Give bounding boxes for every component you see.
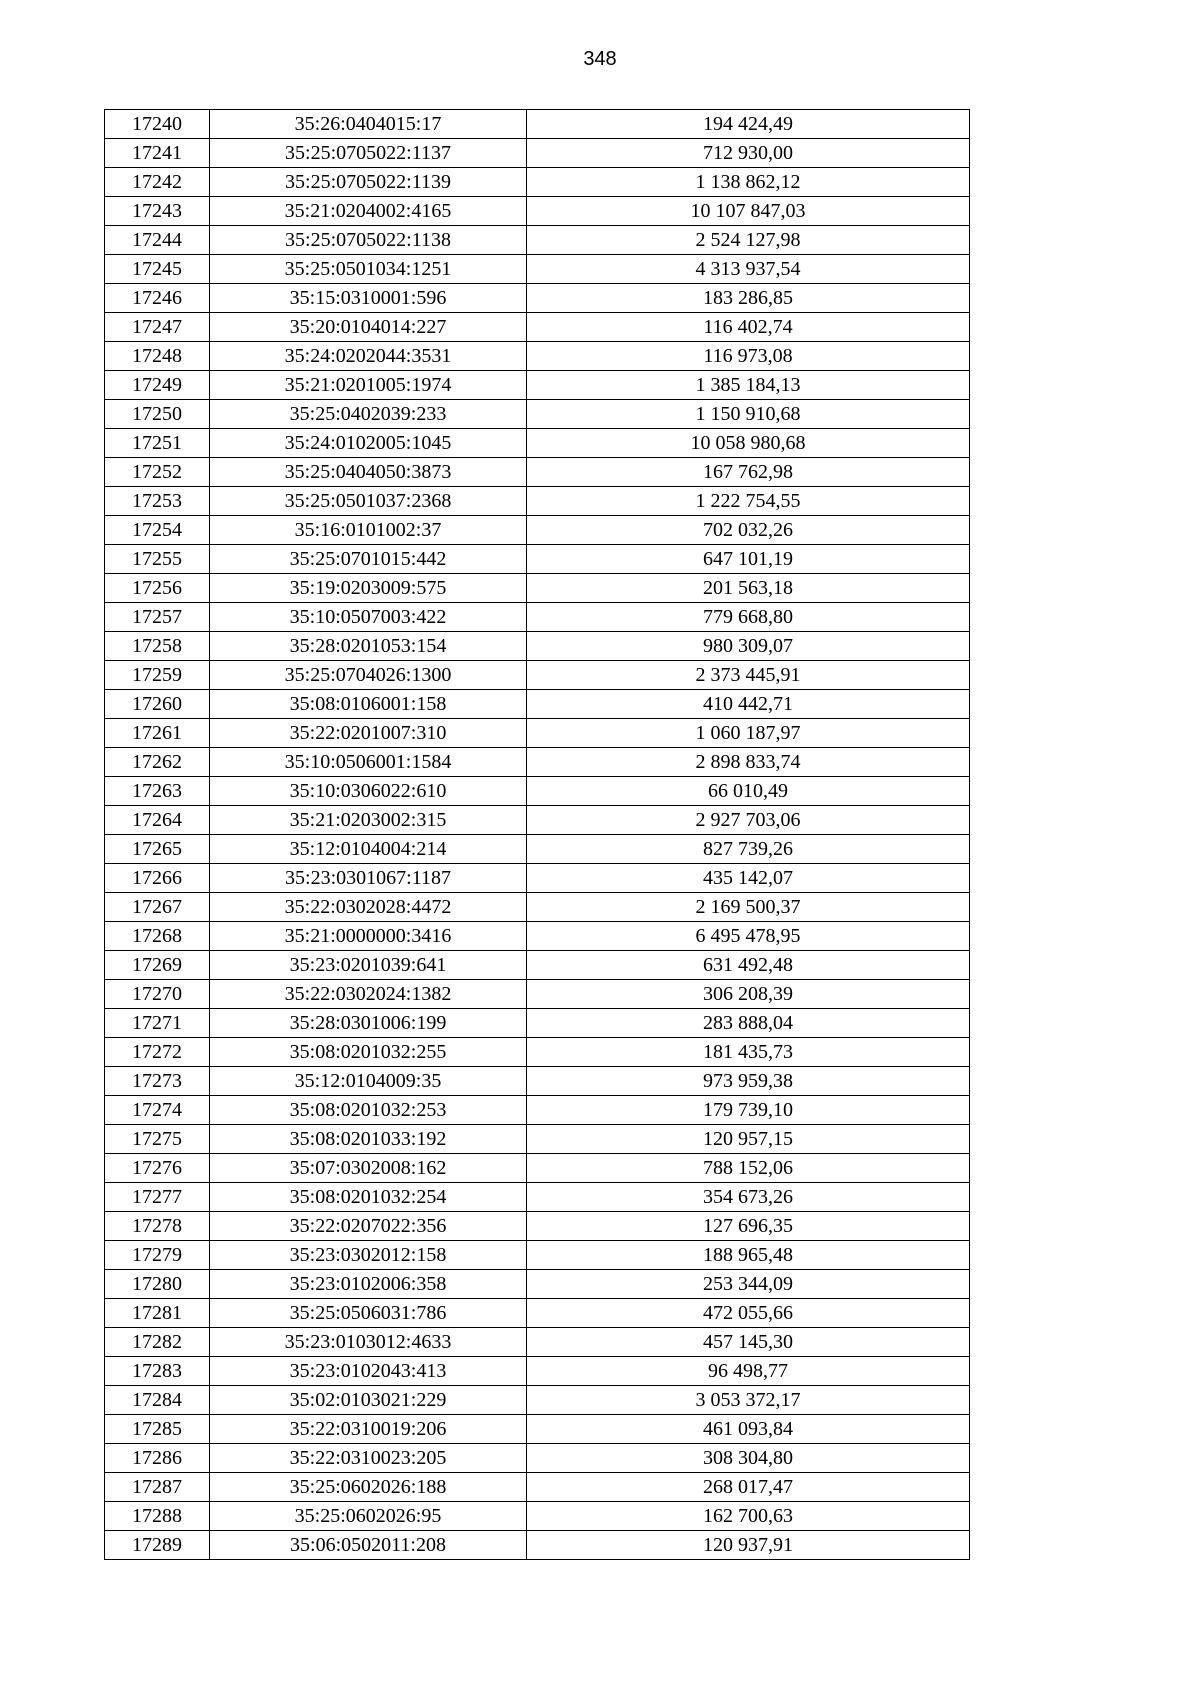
row-number-cell: 17255 (105, 545, 210, 574)
cadastral-number-cell: 35:02:0103021:229 (210, 1386, 527, 1415)
value-cell: 162 700,63 (527, 1502, 970, 1531)
row-number-cell: 17272 (105, 1038, 210, 1067)
cadastral-number-cell: 35:23:0103012:4633 (210, 1328, 527, 1357)
table-row (105, 197, 970, 226)
row-number-cell: 17247 (105, 313, 210, 342)
data-table (104, 109, 970, 1560)
table-row (105, 400, 970, 429)
table-row (105, 1328, 970, 1357)
table-row (105, 690, 970, 719)
page-number: 348 (583, 48, 617, 70)
value-cell: 2 898 833,74 (527, 748, 970, 777)
table-row (105, 661, 970, 690)
cadastral-number-cell: 35:16:0101002:37 (210, 516, 527, 545)
row-number-cell: 17282 (105, 1328, 210, 1357)
value-cell: 183 286,85 (527, 284, 970, 313)
cadastral-number-cell: 35:25:0402039:233 (210, 400, 527, 429)
table-row (105, 1183, 970, 1212)
row-number-cell: 17265 (105, 835, 210, 864)
row-number-cell: 17254 (105, 516, 210, 545)
row-number-cell: 17241 (105, 139, 210, 168)
cadastral-number-cell: 35:24:0202044:3531 (210, 342, 527, 371)
cadastral-number-cell: 35:06:0502011:208 (210, 1531, 527, 1560)
value-cell: 1 385 184,13 (527, 371, 970, 400)
row-number-cell: 17279 (105, 1241, 210, 1270)
cadastral-number-cell: 35:10:0306022:610 (210, 777, 527, 806)
cadastral-number-cell: 35:20:0104014:227 (210, 313, 527, 342)
cadastral-number-cell: 35:25:0501034:1251 (210, 255, 527, 284)
value-cell: 283 888,04 (527, 1009, 970, 1038)
table-row (105, 371, 970, 400)
cadastral-number-cell: 35:25:0705022:1139 (210, 168, 527, 197)
value-cell: 779 668,80 (527, 603, 970, 632)
row-number-cell: 17251 (105, 429, 210, 458)
row-number-cell: 17274 (105, 1096, 210, 1125)
row-number-cell: 17288 (105, 1502, 210, 1531)
value-cell: 457 145,30 (527, 1328, 970, 1357)
cadastral-number-cell: 35:23:0102043:413 (210, 1357, 527, 1386)
table-row (105, 1241, 970, 1270)
row-number-cell: 17284 (105, 1386, 210, 1415)
table-row (105, 1502, 970, 1531)
value-cell: 1 060 187,97 (527, 719, 970, 748)
cadastral-number-cell: 35:08:0201032:253 (210, 1096, 527, 1125)
cadastral-number-cell: 35:08:0201033:192 (210, 1125, 527, 1154)
cadastral-number-cell: 35:21:0201005:1974 (210, 371, 527, 400)
cadastral-number-cell: 35:25:0501037:2368 (210, 487, 527, 516)
table-row (105, 313, 970, 342)
row-number-cell: 17280 (105, 1270, 210, 1299)
row-number-cell: 17286 (105, 1444, 210, 1473)
table-row (105, 1270, 970, 1299)
cadastral-number-cell: 35:10:0506001:1584 (210, 748, 527, 777)
value-cell: 66 010,49 (527, 777, 970, 806)
cadastral-number-cell: 35:25:0704026:1300 (210, 661, 527, 690)
table-row (105, 284, 970, 313)
row-number-cell: 17244 (105, 226, 210, 255)
row-number-cell: 17289 (105, 1531, 210, 1560)
table-row (105, 1009, 970, 1038)
value-cell: 712 930,00 (527, 139, 970, 168)
row-number-cell: 17253 (105, 487, 210, 516)
cadastral-number-cell: 35:28:0301006:199 (210, 1009, 527, 1038)
row-number-cell: 17281 (105, 1299, 210, 1328)
row-number-cell: 17256 (105, 574, 210, 603)
cadastral-number-cell: 35:25:0701015:442 (210, 545, 527, 574)
table-row (105, 110, 970, 139)
row-number-cell: 17263 (105, 777, 210, 806)
value-cell: 973 959,38 (527, 1067, 970, 1096)
value-cell: 10 107 847,03 (527, 197, 970, 226)
cadastral-number-cell: 35:26:0404015:17 (210, 110, 527, 139)
cadastral-number-cell: 35:08:0201032:255 (210, 1038, 527, 1067)
row-number-cell: 17250 (105, 400, 210, 429)
cadastral-number-cell: 35:23:0201039:641 (210, 951, 527, 980)
row-number-cell: 17271 (105, 1009, 210, 1038)
value-cell: 2 373 445,91 (527, 661, 970, 690)
value-cell: 1 150 910,68 (527, 400, 970, 429)
value-cell: 127 696,35 (527, 1212, 970, 1241)
value-cell: 179 739,10 (527, 1096, 970, 1125)
cadastral-number-cell: 35:23:0301067:1187 (210, 864, 527, 893)
row-number-cell: 17283 (105, 1357, 210, 1386)
table-row (105, 1444, 970, 1473)
table-row (105, 922, 970, 951)
value-cell: 980 309,07 (527, 632, 970, 661)
value-cell: 188 965,48 (527, 1241, 970, 1270)
cadastral-number-cell: 35:28:0201053:154 (210, 632, 527, 661)
table-row (105, 1299, 970, 1328)
value-cell: 631 492,48 (527, 951, 970, 980)
value-cell: 827 739,26 (527, 835, 970, 864)
value-cell: 3 053 372,17 (527, 1386, 970, 1415)
cadastral-number-cell: 35:21:0203002:315 (210, 806, 527, 835)
row-number-cell: 17268 (105, 922, 210, 951)
value-cell: 702 032,26 (527, 516, 970, 545)
row-number-cell: 17270 (105, 980, 210, 1009)
cadastral-number-cell: 35:12:0104009:35 (210, 1067, 527, 1096)
row-number-cell: 17278 (105, 1212, 210, 1241)
value-cell: 96 498,77 (527, 1357, 970, 1386)
cadastral-number-cell: 35:07:0302008:162 (210, 1154, 527, 1183)
row-number-cell: 17266 (105, 864, 210, 893)
cadastral-number-cell: 35:25:0602026:188 (210, 1473, 527, 1502)
value-cell: 410 442,71 (527, 690, 970, 719)
value-cell: 167 762,98 (527, 458, 970, 487)
table-row (105, 777, 970, 806)
table-row (105, 1357, 970, 1386)
table-row (105, 951, 970, 980)
cadastral-number-cell: 35:22:0201007:310 (210, 719, 527, 748)
table-row (105, 806, 970, 835)
value-cell: 4 313 937,54 (527, 255, 970, 284)
table-row (105, 1125, 970, 1154)
cadastral-number-cell: 35:22:0310023:205 (210, 1444, 527, 1473)
value-cell: 308 304,80 (527, 1444, 970, 1473)
table-row (105, 864, 970, 893)
cadastral-number-cell: 35:21:0204002:4165 (210, 197, 527, 226)
value-cell: 1 138 862,12 (527, 168, 970, 197)
table-row (105, 632, 970, 661)
row-number-cell: 17258 (105, 632, 210, 661)
row-number-cell: 17267 (105, 893, 210, 922)
cadastral-number-cell: 35:10:0507003:422 (210, 603, 527, 632)
table-row (105, 487, 970, 516)
table-row (105, 1154, 970, 1183)
value-cell: 647 101,19 (527, 545, 970, 574)
value-cell: 2 169 500,37 (527, 893, 970, 922)
table-row (105, 226, 970, 255)
value-cell: 6 495 478,95 (527, 922, 970, 951)
row-number-cell: 17269 (105, 951, 210, 980)
cadastral-number-cell: 35:15:0310001:596 (210, 284, 527, 313)
table-row (105, 603, 970, 632)
value-cell: 116 973,08 (527, 342, 970, 371)
table-row (105, 1067, 970, 1096)
row-number-cell: 17248 (105, 342, 210, 371)
table-row (105, 574, 970, 603)
cadastral-number-cell: 35:08:0106001:158 (210, 690, 527, 719)
cadastral-number-cell: 35:23:0102006:358 (210, 1270, 527, 1299)
row-number-cell: 17242 (105, 168, 210, 197)
cadastral-number-cell: 35:25:0404050:3873 (210, 458, 527, 487)
value-cell: 120 937,91 (527, 1531, 970, 1560)
row-number-cell: 17259 (105, 661, 210, 690)
table-row (105, 139, 970, 168)
cadastral-number-cell: 35:24:0102005:1045 (210, 429, 527, 458)
table-row (105, 1531, 970, 1560)
table-row (105, 1096, 970, 1125)
value-cell: 194 424,49 (527, 110, 970, 139)
value-cell: 461 093,84 (527, 1415, 970, 1444)
table-row (105, 545, 970, 574)
table-row (105, 168, 970, 197)
value-cell: 120 957,15 (527, 1125, 970, 1154)
value-cell: 116 402,74 (527, 313, 970, 342)
table-row (105, 1386, 970, 1415)
value-cell: 435 142,07 (527, 864, 970, 893)
value-cell: 10 058 980,68 (527, 429, 970, 458)
row-number-cell: 17277 (105, 1183, 210, 1212)
cadastral-number-cell: 35:25:0705022:1137 (210, 139, 527, 168)
cadastral-number-cell: 35:22:0310019:206 (210, 1415, 527, 1444)
value-cell: 2 927 703,06 (527, 806, 970, 835)
table-row (105, 1473, 970, 1502)
table-row (105, 458, 970, 487)
row-number-cell: 17246 (105, 284, 210, 313)
value-cell: 201 563,18 (527, 574, 970, 603)
row-number-cell: 17273 (105, 1067, 210, 1096)
row-number-cell: 17287 (105, 1473, 210, 1502)
table-row (105, 835, 970, 864)
cadastral-number-cell: 35:25:0705022:1138 (210, 226, 527, 255)
table-body (105, 110, 970, 1560)
table-row (105, 429, 970, 458)
value-cell: 2 524 127,98 (527, 226, 970, 255)
cadastral-number-cell: 35:22:0302028:4472 (210, 893, 527, 922)
table-row (105, 980, 970, 1009)
value-cell: 181 435,73 (527, 1038, 970, 1067)
cadastral-number-cell: 35:25:0602026:95 (210, 1502, 527, 1531)
row-number-cell: 17243 (105, 197, 210, 226)
row-number-cell: 17260 (105, 690, 210, 719)
table-row (105, 1415, 970, 1444)
row-number-cell: 17261 (105, 719, 210, 748)
cadastral-number-cell: 35:25:0506031:786 (210, 1299, 527, 1328)
value-cell: 788 152,06 (527, 1154, 970, 1183)
row-number-cell: 17275 (105, 1125, 210, 1154)
cadastral-number-cell: 35:21:0000000:3416 (210, 922, 527, 951)
table-row (105, 1038, 970, 1067)
cadastral-number-cell: 35:22:0302024:1382 (210, 980, 527, 1009)
table-row (105, 748, 970, 777)
row-number-cell: 17257 (105, 603, 210, 632)
row-number-cell: 17249 (105, 371, 210, 400)
cadastral-number-cell: 35:19:0203009:575 (210, 574, 527, 603)
table-row (105, 893, 970, 922)
table-row (105, 516, 970, 545)
cadastral-number-cell: 35:08:0201032:254 (210, 1183, 527, 1212)
row-number-cell: 17245 (105, 255, 210, 284)
table-row (105, 342, 970, 371)
row-number-cell: 17240 (105, 110, 210, 139)
value-cell: 1 222 754,55 (527, 487, 970, 516)
row-number-cell: 17276 (105, 1154, 210, 1183)
cadastral-number-cell: 35:12:0104004:214 (210, 835, 527, 864)
table-row (105, 1212, 970, 1241)
row-number-cell: 17252 (105, 458, 210, 487)
row-number-cell: 17264 (105, 806, 210, 835)
table-row (105, 255, 970, 284)
row-number-cell: 17262 (105, 748, 210, 777)
cadastral-number-cell: 35:23:0302012:158 (210, 1241, 527, 1270)
value-cell: 472 055,66 (527, 1299, 970, 1328)
value-cell: 354 673,26 (527, 1183, 970, 1212)
value-cell: 253 344,09 (527, 1270, 970, 1299)
table-row (105, 719, 970, 748)
value-cell: 268 017,47 (527, 1473, 970, 1502)
row-number-cell: 17285 (105, 1415, 210, 1444)
cadastral-number-cell: 35:22:0207022:356 (210, 1212, 527, 1241)
value-cell: 306 208,39 (527, 980, 970, 1009)
